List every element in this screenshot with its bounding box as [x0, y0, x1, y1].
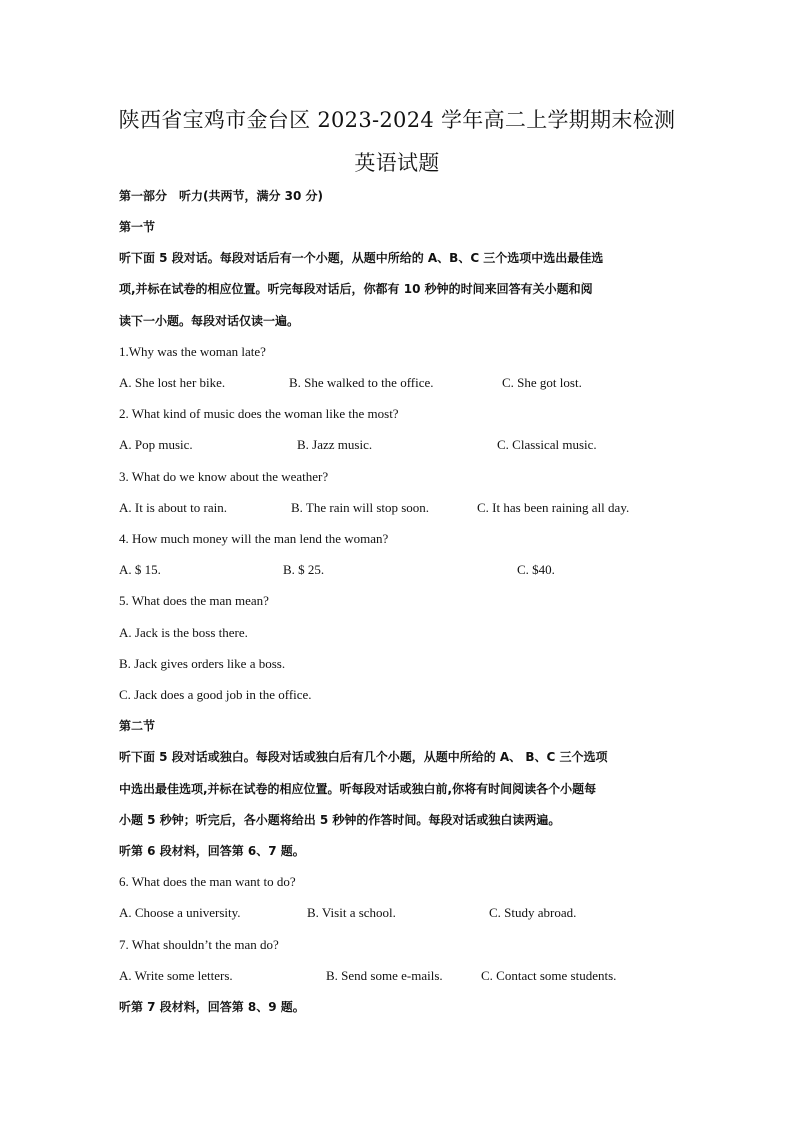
option-c: C. Jack does a good job in the office.	[119, 687, 312, 702]
option-b: B. Jazz music.	[297, 437, 373, 452]
option-b: B. The rain will stop soon.	[291, 500, 430, 515]
material-6-heading: 听第 6 段材料，回答第 6、7 题。	[119, 844, 305, 858]
option-c: C. Classical music.	[497, 437, 597, 452]
section2-instruction-line: 中选出最佳选项,并标在试卷的相应位置。听每段对话或独白前,你将有时间阅读各个小题每	[119, 782, 597, 796]
part1-heading: 第一部分 听力(共两节，满分 30 分)	[119, 189, 324, 203]
section1-heading: 第一节	[119, 220, 156, 234]
exam-subtitle: 英语试题	[354, 151, 440, 175]
option-a: A. Write some letters.	[119, 968, 233, 983]
material-7-heading: 听第 7 段材料，回答第 8、9 题。	[119, 1000, 305, 1014]
option-b: B. Visit a school.	[307, 905, 396, 920]
option-a: A. She lost her bike.	[119, 375, 226, 390]
question-1: 1.Why was the woman late?	[119, 344, 266, 359]
question-7: 7. What shouldn’t the man do?	[119, 937, 279, 952]
option-a: A. Choose a university.	[119, 905, 241, 920]
option-c: C. She got lost.	[502, 375, 582, 390]
question-2: 2. What kind of music does the woman like the most?	[119, 406, 399, 421]
option-a: A. Pop music.	[119, 437, 193, 452]
option-a: A. Jack is the boss there.	[119, 625, 248, 640]
option-a: A. $ 15.	[119, 562, 161, 577]
option-b: B. Jack gives orders like a boss.	[119, 656, 286, 671]
section2-instruction-line: 听下面 5 段对话或独白。每段对话或独白后有几个小题，从题中所给的 A、 B、C 三个选项	[119, 750, 608, 764]
option-a: A. It is about to rain.	[119, 500, 227, 515]
option-b: B. She walked to the office.	[289, 375, 434, 390]
section2-instruction-line: 小题 5 秒钟；听完后，各小题将给出 5 秒钟的作答时间。每段对话或独白读两遍。	[119, 813, 561, 827]
option-b: B. Send some e-mails.	[326, 968, 443, 983]
option-b: B. $ 25.	[283, 562, 325, 577]
section2-heading: 第二节	[119, 719, 156, 733]
section1-instruction-line: 听下面 5 段对话。每段对话后有一个小题，从题中所给的 A、B、C 三个选项中选出最佳选	[119, 251, 604, 265]
option-c: C. Study abroad.	[489, 905, 577, 920]
exam-title: 陕西省宝鸡市金台区 2023-2024 学年高二上学期期末检测	[118, 108, 676, 132]
question-6: 6. What does the man want to do?	[119, 874, 296, 889]
option-c: C. $40.	[517, 562, 555, 577]
section1-instruction-line: 项,并标在试卷的相应位置。听完每段对话后，你都有 10 秒钟的时间来回答有关小题和阅	[119, 282, 593, 296]
question-3: 3. What do we know about the weather?	[119, 469, 329, 484]
question-5: 5. What does the man mean?	[119, 593, 269, 608]
section1-instruction-line: 读下一小题。每段对话仅读一遍。	[119, 314, 300, 328]
question-4: 4. How much money will the man lend the woman?	[119, 531, 389, 546]
option-c: C. It has been raining all day.	[477, 500, 630, 515]
option-c: C. Contact some students.	[481, 968, 617, 983]
